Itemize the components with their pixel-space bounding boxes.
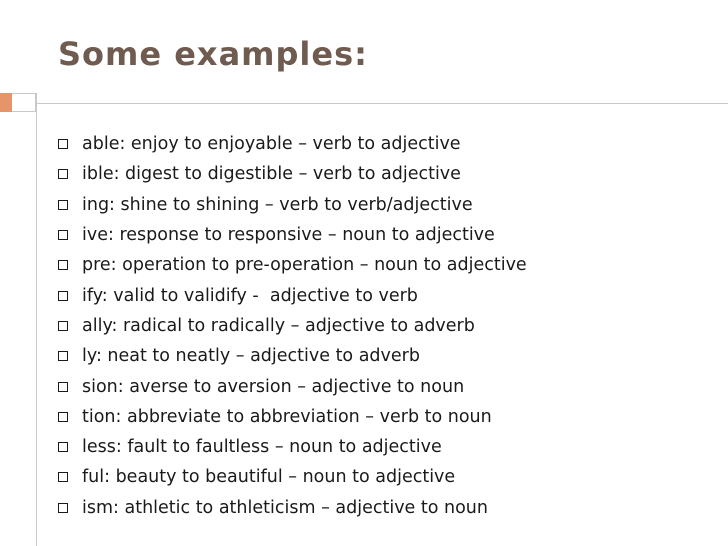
square-bullet-icon [58,321,68,331]
bullet-text: ible: digest to digestible – verb to adjective [82,164,461,185]
bullet-item [58,129,527,159]
bullet-text: less: fault to faultless – noun to adjective [82,437,442,458]
bullet-item [58,341,527,371]
bullet-item [58,220,527,250]
bullet-text: ism: athletic to athleticism – adjective to noun [82,497,488,518]
bullet-text: pre: operation to pre-operation – noun to adjective [82,255,527,276]
bullet-text: tion: abbreviate to abbreviation – verb to noun [82,406,492,427]
square-bullet-icon [58,291,68,301]
bullet-text: ful: beauty to beautiful – noun to adjective [82,467,456,488]
bullet-list [58,129,527,523]
bullet-item [58,311,527,341]
bullet-text: ing: shine to shining – verb to verb/adjective [82,194,473,215]
square-bullet-icon [58,200,68,210]
horizontal-rule [36,103,728,104]
bullet-text: ify: valid to validify - adjective to verb [82,285,418,306]
bullet-item [58,250,527,280]
square-bullet-icon [58,382,68,392]
bullet-text: ally: radical to radically – adjective to adverb [82,315,475,336]
bullet-item [58,280,527,310]
square-bullet-icon [58,260,68,270]
square-bullet-icon [58,230,68,240]
square-bullet-icon [58,139,68,149]
bullet-item [58,432,527,462]
square-bullet-icon [58,472,68,482]
bullet-item [58,402,527,432]
bullet-item [58,493,527,523]
bullet-item [58,462,527,492]
bullet-item [58,371,527,401]
slide-title: Some examples: [58,35,368,73]
square-bullet-icon [58,503,68,513]
outline-square [12,93,36,112]
accent-square [0,93,12,112]
bullet-item [58,190,527,220]
square-bullet-icon [58,442,68,452]
square-bullet-icon [58,412,68,422]
bullet-item [58,159,527,189]
vertical-rule [36,93,37,546]
bullet-text: able: enjoy to enjoyable – verb to adjective [82,134,461,155]
square-bullet-icon [58,169,68,179]
bullet-text: sion: averse to aversion – adjective to noun [82,376,465,397]
bullet-text: ly: neat to neatly – adjective to adverb [82,346,420,367]
bullet-text: ive: response to responsive – noun to adjective [82,225,495,246]
square-bullet-icon [58,351,68,361]
